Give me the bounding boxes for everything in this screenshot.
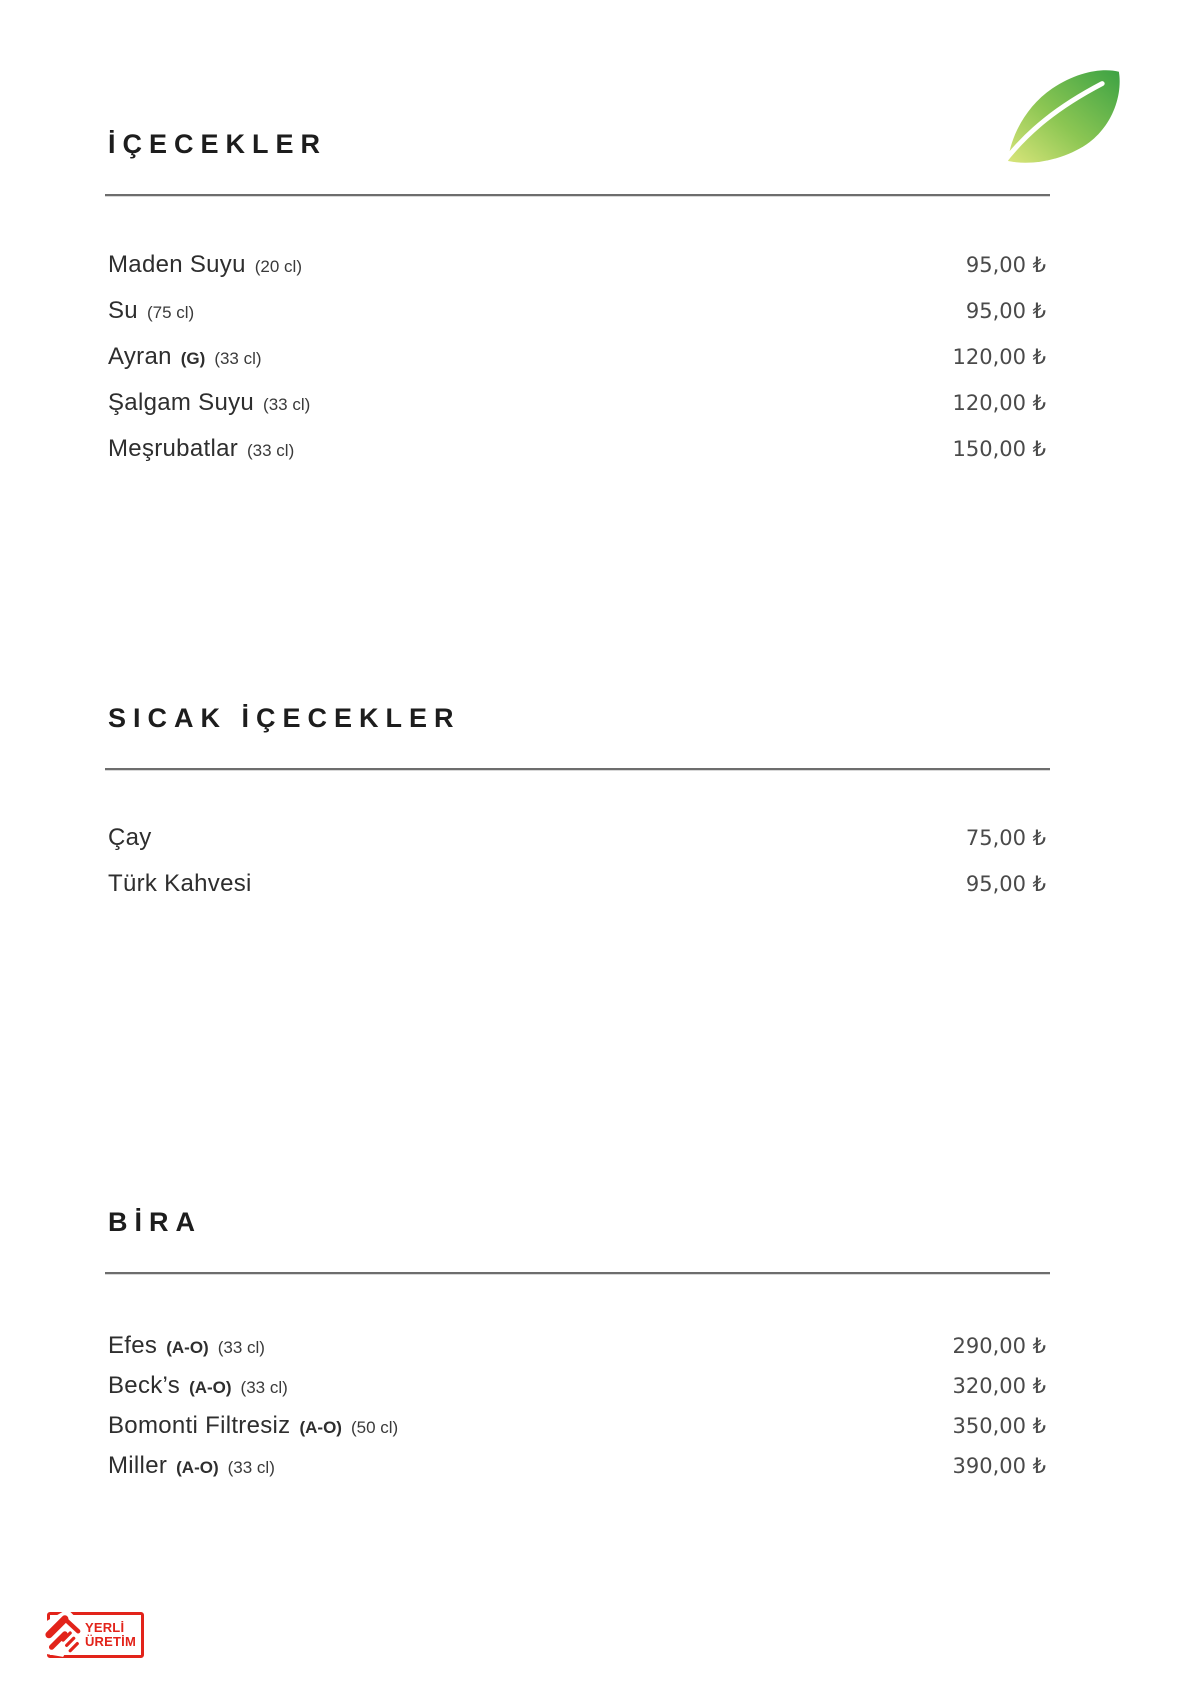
section-title: SICAK İÇECEKLER [108,703,461,733]
menu-item-allergen-tag: (A-O) [189,1378,232,1397]
section-title: BİRA [108,1207,202,1237]
menu-item-size: (33 cl) [263,395,311,414]
menu-item-label [108,1372,288,1400]
badge-line2: ÜRETİM [84,1634,136,1649]
section-items [108,242,1050,472]
menu-item-row [108,815,1050,861]
menu-item-row [108,1326,1050,1366]
menu-item-price: 95,00 ₺ [965,253,1046,277]
badge-text [85,1621,136,1649]
menu-section [108,126,1050,472]
menu-item-label [108,1332,265,1360]
menu-item-price: 350,00 ₺ [952,1414,1046,1438]
menu-item-allergen-tag: (A-O) [176,1458,219,1477]
menu-item-name: Maden Suyu [108,251,246,278]
menu-item-name: Bomonti Filtresiz [108,1412,291,1439]
menu-item-name: Miller [108,1452,168,1479]
menu-item-name: Şalgam Suyu [108,389,255,416]
menu-item-name: Meşrubatlar [108,435,239,462]
menu-section [108,700,1050,907]
menu-item-price: 95,00 ₺ [965,872,1046,896]
menu-item-row [108,288,1050,334]
menu-item-size: (33 cl) [227,1458,275,1477]
menu-item-size: (20 cl) [254,257,302,276]
section-title: İÇECEKLER [108,129,328,159]
menu-item-price: 320,00 ₺ [952,1374,1046,1398]
menu-item-name: Su [108,297,138,324]
menu-item-size: (75 cl) [146,303,195,322]
section-divider [105,768,1050,771]
section-divider [105,1272,1050,1275]
menu-item-row [108,1406,1050,1446]
menu-item-price: 120,00 ₺ [952,391,1046,415]
menu-item-size: (50 cl) [350,1418,399,1437]
menu-item-size: (33 cl) [217,1338,265,1357]
menu-item-name: Ayran [108,343,172,370]
menu-item-row [108,861,1050,907]
menu-item-size: (33 cl) [240,1378,288,1397]
menu-item-name: Beck’s [108,1372,181,1399]
menu-item-label [108,389,310,417]
menu-item-label [108,297,194,325]
menu-item-row [108,380,1050,426]
menu-section [108,1204,1050,1486]
section-items [108,1326,1050,1486]
menu-item-row [108,334,1050,380]
menu-item-row [108,1366,1050,1406]
menu-item-label [108,435,294,463]
menu-item-row [108,426,1050,472]
menu-item-label [108,1452,275,1480]
section-items [108,815,1050,907]
menu-item-allergen-tag: (G) [180,349,206,368]
menu-item-label [108,870,252,898]
menu-item-name: Çay [108,824,152,851]
menu-item-name: Türk Kahvesi [108,870,252,897]
menu-item-price: 120,00 ₺ [952,345,1046,369]
menu-item-row [108,242,1050,288]
menu-item-label [108,824,152,852]
menu-item-name: Efes [108,1332,158,1359]
menu-item-label [108,1412,398,1440]
menu-item-label [108,251,302,279]
menu-item-allergen-tag: (A-O) [299,1418,342,1437]
menu-item-label [108,343,262,371]
menu-item-price: 75,00 ₺ [965,826,1046,850]
menu-item-allergen-tag: (A-O) [166,1338,209,1357]
yerli-uretim-badge [47,1612,144,1658]
menu-item-row [108,1446,1050,1486]
badge-line1: YERLİ [84,1620,125,1635]
section-divider [105,194,1050,197]
menu-item-price: 290,00 ₺ [952,1334,1046,1358]
menu-item-price: 150,00 ₺ [952,437,1046,461]
menu-item-size: (33 cl) [214,349,262,368]
menu-item-price: 390,00 ₺ [952,1454,1046,1478]
menu-item-size: (33 cl) [247,441,295,460]
handshake-icon [41,1605,87,1661]
menu-item-price: 95,00 ₺ [965,299,1046,323]
